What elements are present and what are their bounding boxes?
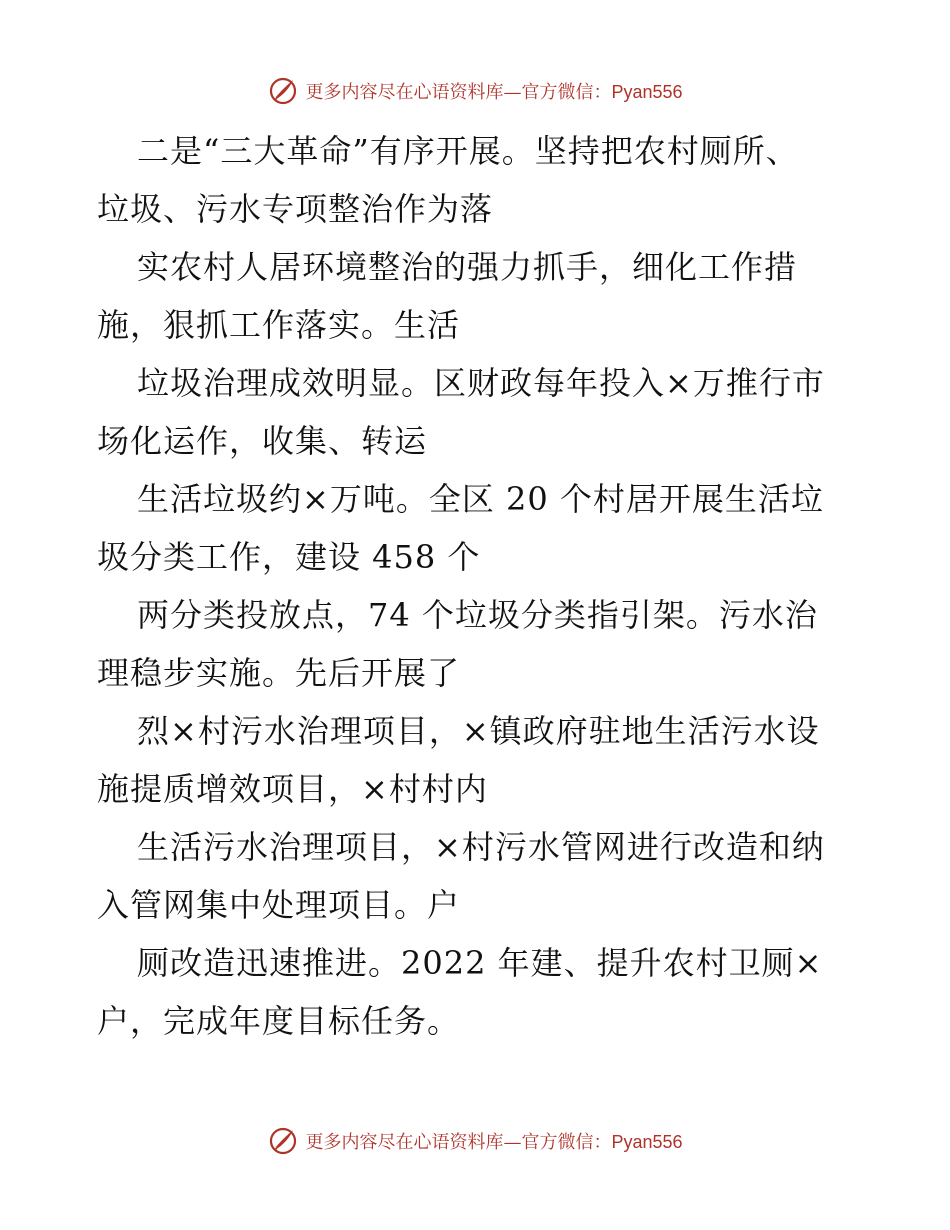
text-line: 圾分类工作，建设 458 个 — [97, 538, 481, 576]
text-line: 施，狠抓工作落实。生活 — [97, 306, 461, 344]
text-line: 生活垃圾约×万吨。全区 20 个村居开展生活垃 — [137, 480, 824, 518]
text-line: 生活污水治理项目，×村污水管网进行改造和纳 — [137, 828, 825, 866]
quill-pen-logo-icon — [267, 75, 299, 107]
page-header-watermark — [0, 71, 950, 111]
watermark-text: 更多内容尽在心语资料库—官方微信：Pyan556 — [305, 82, 683, 103]
page-footer-watermark — [0, 1121, 950, 1161]
quill-pen-logo-icon — [267, 1125, 299, 1157]
text-line: 实农村人居环境整治的强力抓手，细化工作措 — [137, 248, 798, 286]
text-line: 理稳步实施。先后开展了 — [97, 654, 461, 692]
document-body — [97, 122, 857, 1050]
text-line: 户，完成年度目标任务。 — [97, 1002, 461, 1040]
watermark-wechat-id: Pyan556 — [611, 1132, 683, 1152]
text-line: 垃圾治理成效明显。区财政每年投入×万推行市 — [137, 364, 825, 402]
text-line: 施提质增效项目，×村村内 — [97, 770, 488, 808]
watermark-group — [267, 1125, 682, 1157]
text-line: 场化运作，收集、转运 — [97, 422, 428, 460]
text-line: 二是“三大革命”有序开展。坚持把农村厕所、 — [137, 132, 799, 170]
watermark-group — [267, 75, 682, 107]
watermark-wechat-id: Pyan556 — [611, 82, 683, 102]
text-line: 垃圾、污水专项整治作为落 — [97, 190, 494, 228]
watermark-text: 更多内容尽在心语资料库—官方微信：Pyan556 — [305, 1132, 683, 1153]
text-line: 入管网集中处理项目。户 — [97, 886, 461, 924]
text-line: 两分类投放点，74 个垃圾分类指引架。污水治 — [137, 596, 818, 634]
text-line: 厕改造迅速推进。2022 年建、提升农村卫厕× — [137, 944, 823, 982]
text-line: 烈×村污水治理项目，×镇政府驻地生活污水设 — [137, 712, 820, 750]
